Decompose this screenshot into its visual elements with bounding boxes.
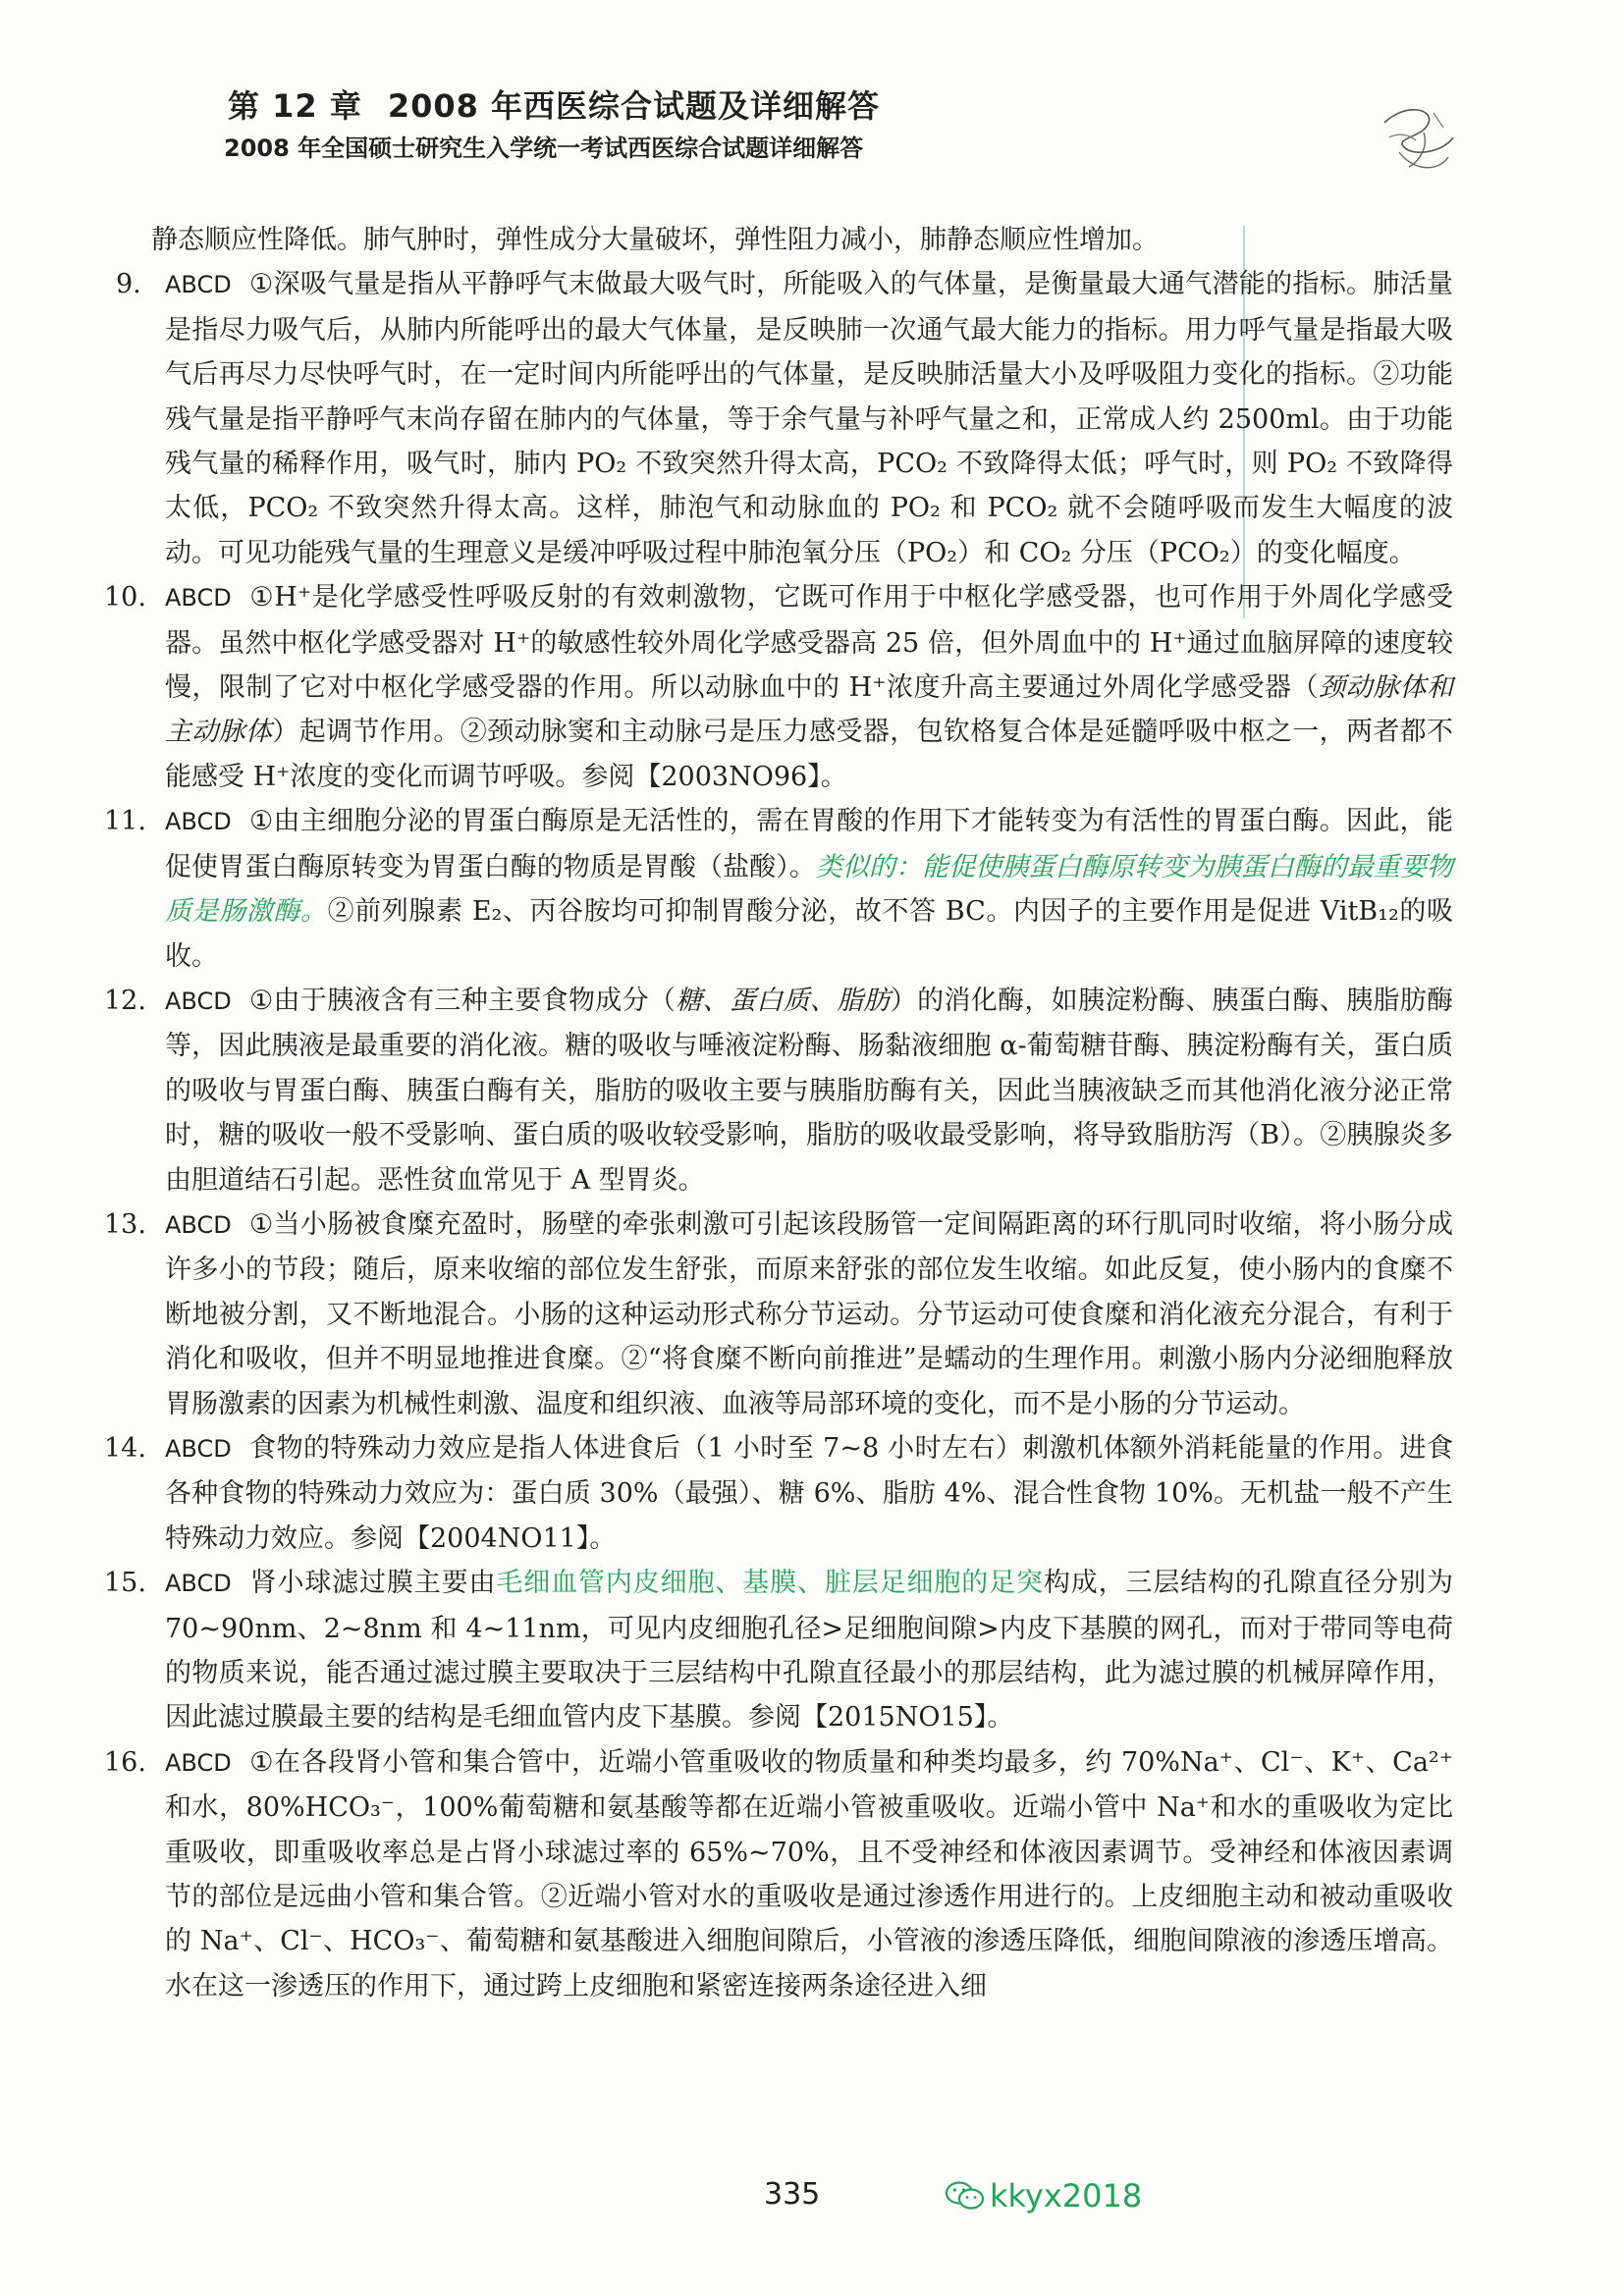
item-text-highlight: 类似的：能促使胰蛋白酶原转变为胰蛋白酶的最重要物质是肠激酶。 [165, 851, 1454, 928]
answer-item-11 [104, 799, 1454, 979]
page-header [224, 86, 1406, 165]
item-text-highlight: 毛细血管内皮细胞、基膜、脏层足细胞的足突 [496, 1568, 1044, 1599]
item-answer: ABCD [165, 584, 232, 613]
item-text: ）起调节作用。②颈动脉窦和主动脉弓是压力感受器，包钦格复合体是延髓呼吸中枢之一，两者都不能感受 H⁺浓度的变化而调节呼吸。参阅【2003NO96】。 [165, 717, 1454, 792]
item-answer: ABCD [165, 1570, 232, 1598]
page-number: 335 [764, 2177, 821, 2212]
intro-line: 静态顺应性降低。肺气肿时，弹性成分大量破坏，弹性阻力减小，肺静态顺应性增加。 [151, 225, 1159, 255]
item-text-italic: 颈动脉体和主动脉体 [165, 672, 1453, 748]
item-answer: ABCD [165, 808, 232, 836]
item-text: 构成，三层结构的孔隙直径分别为 70~90nm、2~8nm 和 4~11nm，可见内皮细胞孔径>足细胞间隙>内皮下基膜的网孔，而对于带同等电荷的物质来说，能否通过滤过膜主要取决于三层结构中孔隙直径最小的那层结构，此为滤过膜的机械屏障作用，因此滤过膜最主要的结构是毛细血管内皮下基膜。参阅【2015NO15】。 [165, 1568, 1454, 1734]
watermark [945, 2177, 1142, 2215]
item-answer: ABCD [165, 1748, 232, 1777]
item-text: ①由于胰液含有三种主要食物成分（ [248, 985, 677, 1016]
item-number: 16. [104, 1746, 146, 1778]
item-text: 肾小球滤过膜主要由 [248, 1568, 497, 1599]
item-number: 11. [104, 806, 146, 837]
item-text: ①当小肠被食糜充盈时，肠壁的牵张刺激可引起该段肠管一定间隔距离的环行肌同时收缩，将小肠分成许多小的节段；随后，原来收缩的部位发生舒张，而原来舒张的部位发生收缩。如此反复，使小肠内的食糜不断地被分割，又不断地混合。小肠的这种运动形式称分节运动。分节运动可使食糜和消化液充分混合，有利于消化和吸收，但并不明显地推进食糜。②“将食糜不断向前推进”是蠕动的生理作用。刺激小肠内分泌细胞释放胃肠激素的因素为机械性刺激、温度和组织液、血液等局部环境的变化，而不是小肠的分节运动。 [165, 1208, 1453, 1419]
answer-item-9 [116, 262, 1453, 575]
chapter-title [228, 86, 1406, 126]
item-answer: ABCD [165, 987, 232, 1015]
answer-item-15 [104, 1561, 1454, 1740]
handwritten-mark-icon [1375, 93, 1463, 182]
item-text: ①H⁺是化学感受性呼吸反射的有效刺激物，它既可作用于中枢化学感受器，也可作用于外周化学感受器。虽然中枢化学感受器对 H⁺的敏感性较外周化学感受器高 25 倍，但外周血中的 H⁺通过血脑屏障的速度较慢，限制了它对中枢化学感受器的作用。所以动脉血中的 H⁺浓度升高主要通过外周化学感受器（ [165, 582, 1453, 704]
answer-item-13 [104, 1202, 1453, 1426]
item-number: 14. [104, 1432, 146, 1464]
item-answer: ABCD [165, 1210, 232, 1239]
item-text-italic: 糖、蛋白质、脂肪 [676, 985, 891, 1016]
item-text: ①由主细胞分泌的胃蛋白酶原是无活性的，需在胃酸的作用下才能转变为有活性的胃蛋白酶。因此，能促使胃蛋白酶原转变为胃蛋白酶的物质是胃酸（盐酸）。 [165, 806, 1453, 882]
item-answer: ABCD [165, 1434, 232, 1463]
item-number: 13. [104, 1208, 146, 1240]
item-text: ①在各段肾小管和集合管中，近端小管重吸收的物质量和种类均最多，约 70%Na⁺、Cl⁻、K⁺、Ca²⁺和水，80%HCO₃⁻，100%葡萄糖和氨基酸等都在近端小管被重吸收。近端小管中 Na⁺和水的重吸收为定比重吸收，即重吸收率总是占肾小球滤过率的 65%~70%，且不受神经和体液因素调节。受神经和体液因素调节的部位是远曲小管和集合管。②近端小管对水的重吸收是通过渗透作用进行的。上皮细胞主动和被动重吸收的 Na⁺、Cl⁻、HCO₃⁻、葡萄糖和氨基酸进入细胞间隙后，小管液的渗透压降低，细胞间隙液的渗透压增高。水在这一渗透压的作用下，通过跨上皮细胞和紧密连接两条途径进入细 [165, 1746, 1453, 2002]
answer-item-12 [104, 979, 1454, 1202]
chapter-name: 2008 年西医综合试题及详细解答 [387, 87, 881, 125]
answer-item-16 [104, 1740, 1453, 2008]
item-text: ）的消化酶，如胰淀粉酶、胰蛋白酶、胰脂肪酶等，因此胰液是最重要的消化液。糖的吸收与唾液淀粉酶、肠黏液细胞 α-葡萄糖苷酶、胰淀粉酶有关，蛋白质的吸收与胃蛋白酶、胰蛋白酶有关，脂肪的吸收主要与胰脂肪酶有关，因此当胰液缺乏而其他消化液分泌正常时，糖的吸收一般不受影响、蛋白质的吸收较受影响，脂肪的吸收最受影响，将导致脂肪泻（B）。②胰腺炎多由胆道结石引起。恶性贫血常见于 A 型胃炎。 [165, 985, 1454, 1196]
item-number: 10. [104, 582, 146, 614]
chapter-number: 第 12 章 [228, 87, 362, 125]
item-number: 15. [104, 1568, 146, 1599]
item-text: ①深吸气量是指从平静呼气末做最大吸气时，所能吸入的气体量，是衡量最大通气潜能的指标。肺活量是指尽力吸气后，从肺内所能呼出的最大气体量，是反映肺一次通气最大能力的指标。用力呼气量是指最大吸气后再尽力尽快呼气时，在一定时间内所能呼出的气体量，是反映肺活量大小及呼吸阻力变化的指标。②功能残气量是指平静呼气末尚存留在肺内的气体量，等于余气量与补呼气量之和，正常成人约 2500ml。由于功能残气量的稀释作用，吸气时，肺内 PO₂ 不致突然升得太高，PCO₂ 不致降得太低；呼气时，则 PO₂ 不致降得太低，PCO₂ 不致突然升得太高。这样，肺泡气和动脉血的 PO₂ 和 PCO₂ 就不会随呼吸而发生大幅度的波动。可见功能残气量的生理意义是缓冲呼吸过程中肺泡氧分压（PO₂）和 CO₂ 分压（PCO₂）的变化幅度。 [165, 269, 1453, 568]
item-answer: ABCD [165, 271, 232, 299]
page-footer [0, 2177, 1624, 2226]
answer-text [104, 218, 1454, 2008]
item-text: 食物的特殊动力效应是指人体进食后（1 小时至 7~8 小时左右）刺激机体额外消耗能量的作用。进食各种食物的特殊动力效应为：蛋白质 30%（最强）、糖 6%、脂肪 4%、混合性食物 10%。无机盐一般不产生特殊动力效应。参阅【2004NO11】。 [165, 1432, 1453, 1554]
watermark-text: kkyx2018 [990, 2177, 1143, 2215]
answer-item-10 [104, 575, 1454, 799]
chapter-subtitle: 2008 年全国硕士研究生入学统一考试西医综合试题详细解答 [224, 134, 864, 162]
wechat-icon [945, 2180, 986, 2212]
item-text: ②前列腺素 E₂、丙谷胺均可抑制胃酸分泌，故不答 BC。内因子的主要作用是促进 VitB₁₂的吸收。 [165, 896, 1454, 972]
answer-item-14 [104, 1426, 1453, 1561]
item-number: 9. [116, 269, 141, 300]
item-number: 12. [104, 985, 146, 1016]
